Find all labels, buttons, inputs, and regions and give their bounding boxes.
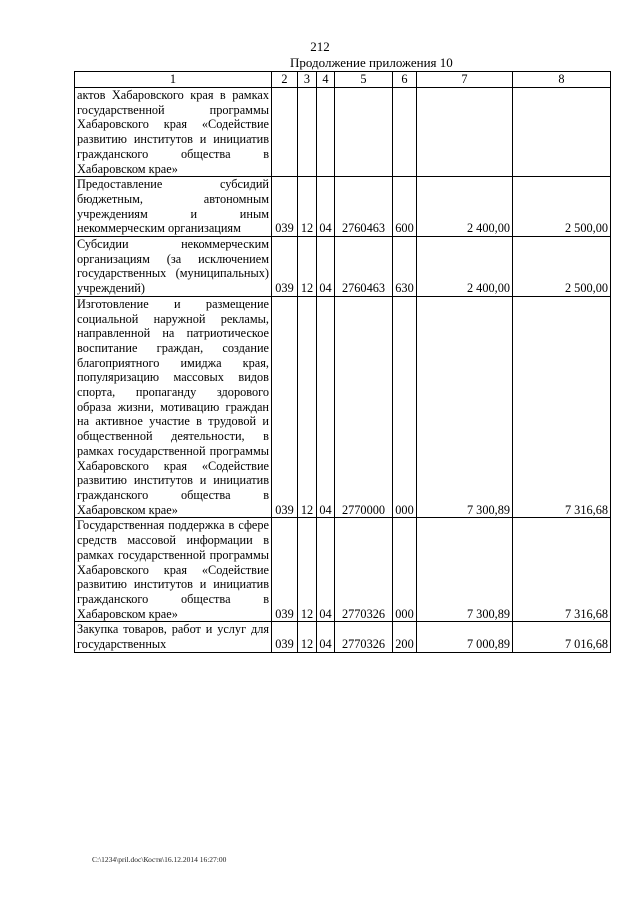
table-row [75, 296, 611, 518]
row-description [75, 296, 272, 518]
description-line: учреждений) [77, 281, 145, 296]
description-line: Субсидии некоммерческим [77, 237, 269, 252]
section-code: 12 [298, 518, 317, 622]
header-col-1: 1 [75, 72, 272, 88]
description-line: некоммерческим [77, 221, 165, 236]
section-code: 12 [298, 622, 317, 652]
description-line: рамках государственной [77, 88, 269, 117]
expense-type-code: 000 [393, 518, 417, 622]
description-line: организациям [168, 221, 241, 236]
amount-year-1: 7 300,89 [417, 518, 513, 622]
description-line: патриотическое воспитание [77, 326, 270, 355]
description-line: услуг для государственных [77, 622, 270, 652]
row-description [75, 88, 272, 177]
header-col-5: 5 [335, 72, 393, 88]
continuation-label: Продолжение приложения 10 [290, 55, 453, 70]
section-code: 12 [298, 237, 317, 297]
amount-year-2: 7 016,68 [513, 622, 611, 652]
header-row [75, 72, 611, 88]
description-line: Предоставление субсидий [77, 177, 269, 192]
target-article-code: 2770000 [335, 296, 393, 518]
target-article-code: 2760463 [335, 237, 393, 297]
description-line: государственной программы [117, 547, 269, 562]
description-line: институтов и инициатив [133, 577, 269, 592]
amount-year-1: 7 000,89 [417, 622, 513, 652]
description-line: рамках государственной [77, 443, 206, 458]
description-line: видов спорта, пропаганду [77, 370, 269, 400]
description-line: программы Хабаровского края [77, 102, 269, 132]
description-line: Хабаровском крае» [77, 161, 178, 176]
header-col-6: 6 [393, 72, 417, 88]
table-row [75, 237, 611, 297]
description-line: популяризацию массовых [77, 370, 224, 385]
description-line: «Содействие развитию [77, 562, 269, 592]
description-line: институтов и инициатив [133, 473, 269, 488]
table-row [75, 177, 611, 237]
subsection-code: 04 [317, 296, 335, 518]
description-line: мотивацию граждан на [77, 399, 269, 429]
expense-type-code: 000 [393, 296, 417, 518]
amount-year-1: 2 400,00 [417, 237, 513, 297]
table-body [75, 88, 611, 653]
grbs-code: 039 [272, 296, 298, 518]
budget-table [74, 71, 611, 653]
description-line: «Содействие развитию [77, 458, 269, 488]
description-line: исключением [198, 251, 270, 266]
header-col-4: 4 [317, 72, 335, 88]
description-line: здорового образа жизни, [77, 385, 269, 414]
table-row [75, 518, 611, 622]
grbs-code: 039 [272, 177, 298, 237]
description-line: бюджетным, автономным [77, 191, 269, 206]
subsection-code: 04 [317, 177, 335, 237]
amount-year-1 [417, 88, 513, 177]
description-line: институтов и инициатив [133, 132, 269, 147]
description-line: учреждениям и иным [77, 206, 269, 221]
row-description [75, 518, 272, 622]
page-number: 212 [310, 39, 330, 54]
footer-file-path: C:\1234\pril.doc\Костя\16.12.2014 16:27:00 [92, 855, 227, 864]
subsection-code: 04 [317, 622, 335, 652]
target-article-code: 2770326 [335, 622, 393, 652]
amount-year-2 [513, 88, 611, 177]
description-line: Хабаровского края [77, 562, 188, 577]
amount-year-2: 2 500,00 [513, 177, 611, 237]
expense-type-code: 600 [393, 177, 417, 237]
grbs-code [272, 88, 298, 177]
row-description [75, 177, 272, 237]
description-line: информации в рамках [77, 533, 269, 562]
header-col-2: 2 [272, 72, 298, 88]
grbs-code: 039 [272, 518, 298, 622]
header-col-8: 8 [513, 72, 611, 88]
expense-type-code: 200 [393, 622, 417, 652]
amount-year-1: 7 300,89 [417, 296, 513, 518]
description-line: актов Хабаровского края в [77, 88, 226, 102]
header-col-7: 7 [417, 72, 513, 88]
table-row [75, 622, 611, 652]
description-line: Закупка товаров, работ и [77, 622, 213, 637]
amount-year-1: 2 400,00 [417, 177, 513, 237]
amount-year-2: 7 316,68 [513, 296, 611, 518]
expense-type-code [393, 88, 417, 177]
description-line: граждан, создание [156, 340, 269, 355]
description-line: Хабаровском крае» [77, 606, 178, 621]
description-line: сфере средств массовой [77, 518, 269, 548]
target-article-code: 2760463 [335, 177, 393, 237]
description-line: программы Хабаровского края [77, 443, 269, 473]
subsection-code [317, 88, 335, 177]
description-line: активное участие в трудовой и [95, 414, 269, 429]
description-line: социальной наружной [77, 311, 206, 326]
subsection-code: 04 [317, 518, 335, 622]
section-code: 12 [298, 296, 317, 518]
target-article-code: 2770326 [335, 518, 393, 622]
section-code: 12 [298, 177, 317, 237]
description-line: рекламы, направленной на [77, 311, 269, 341]
description-line: гражданского общества в [77, 146, 269, 161]
subsection-code: 04 [317, 237, 335, 297]
grbs-code: 039 [272, 237, 298, 297]
description-line: гражданского общества в [77, 487, 269, 502]
description-line: Изготовление и размещение [77, 296, 269, 311]
row-description [75, 622, 272, 652]
row-description [75, 237, 272, 297]
description-line: Хабаровском крае» [77, 502, 178, 517]
description-line: государственных [77, 266, 167, 281]
header-col-3: 3 [298, 72, 317, 88]
target-article-code [335, 88, 393, 177]
description-line: (муниципальных) [175, 266, 269, 281]
description-line: гражданского общества в [77, 591, 269, 606]
table-row [75, 88, 611, 177]
description-line: организациям (за [77, 251, 182, 266]
amount-year-2: 2 500,00 [513, 237, 611, 297]
expense-type-code: 630 [393, 237, 417, 297]
description-line: «Содействие развитию [77, 117, 269, 147]
description-line: Государственная поддержка в [77, 518, 235, 533]
amount-year-2: 7 316,68 [513, 518, 611, 622]
description-line: благоприятного имиджа края, [77, 355, 269, 370]
grbs-code: 039 [272, 622, 298, 652]
section-code [298, 88, 317, 177]
description-line: общественной деятельности, в [77, 429, 269, 444]
